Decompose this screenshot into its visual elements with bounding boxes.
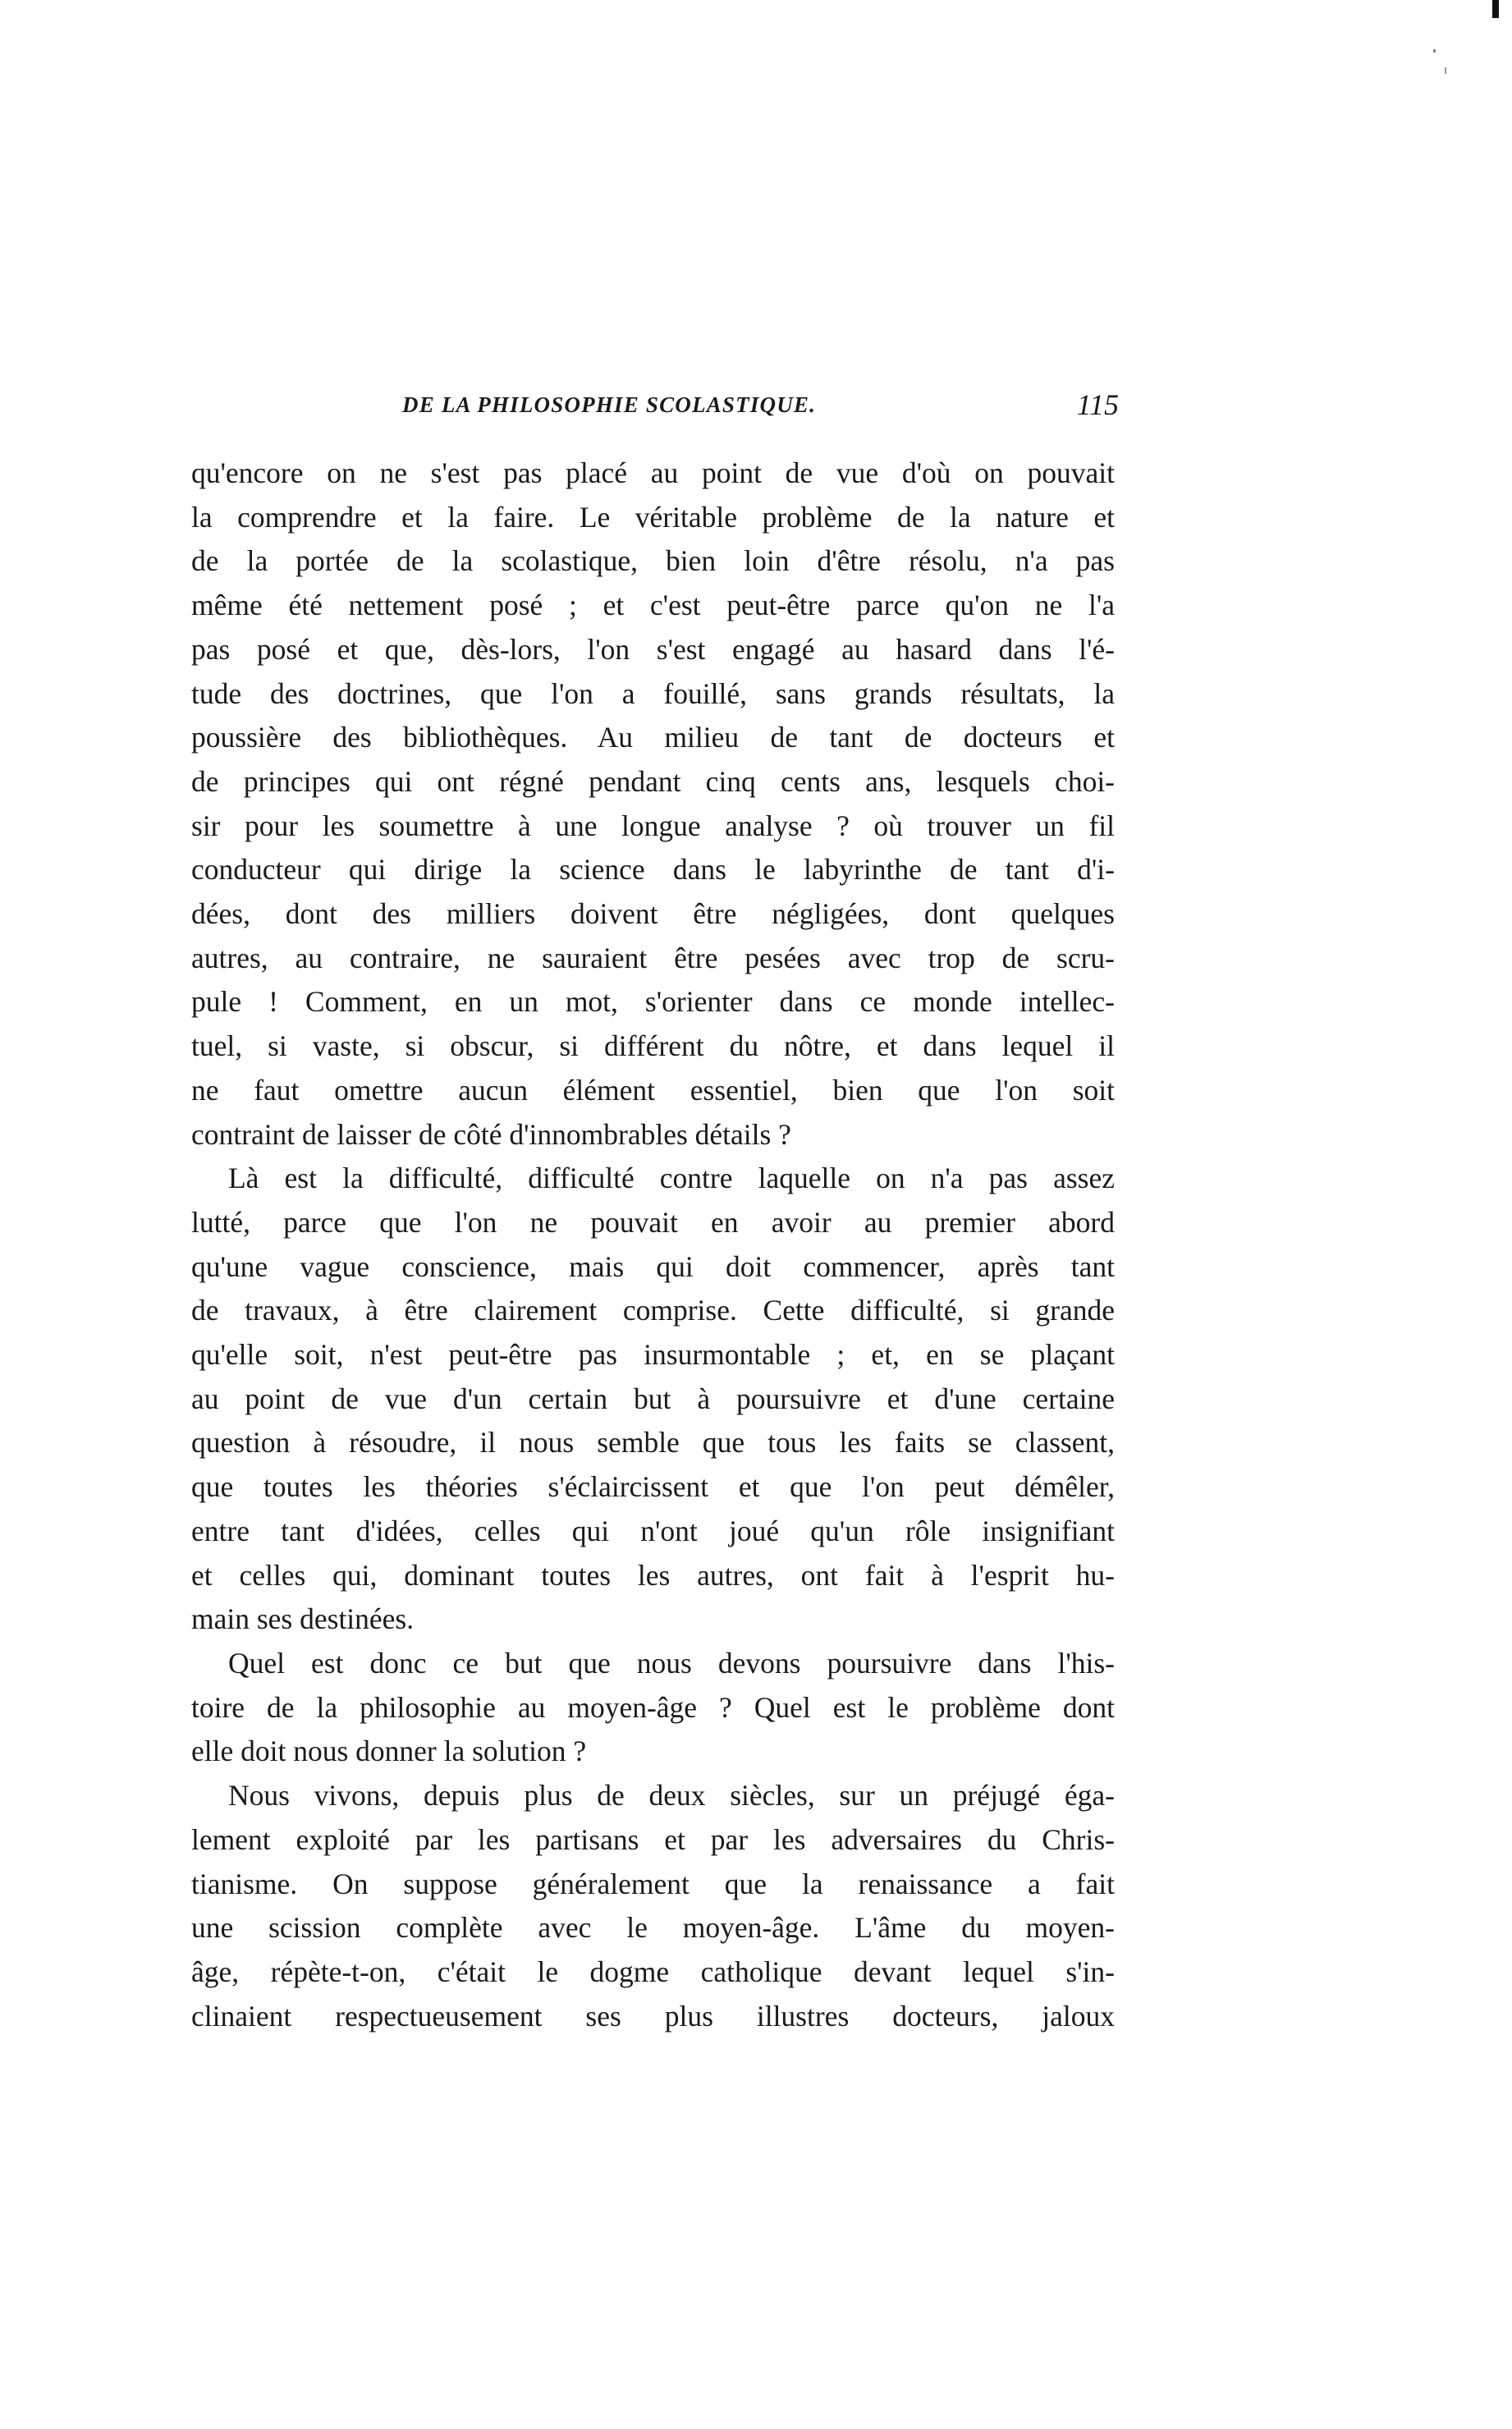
text-line: âge, répète-t-on, c'était le dogme catholique devant lequel s'in- [191,1955,1115,1988]
text-line: clinaient respectueusement ses plus illustres docteurs, jaloux [191,1999,1115,2033]
text-line: Quel est donc ce but que nous devons poursuivre dans l'his- [228,1646,1115,1680]
text-line: la comprendre et la faire. Le véritable problème de la nature et [191,500,1115,534]
text-line: lutté, parce que l'on ne pouvait en avoir au premier abord [191,1205,1115,1239]
text-line: toire de la philosophie au moyen-âge ? Quel est le problème dont [191,1690,1115,1724]
text-line: tuel, si vaste, si obscur, si différent du nôtre, et dans lequel il [191,1029,1115,1063]
text-line: pas posé et que, dès-lors, l'on s'est engagé au hasard dans l'é- [191,632,1115,666]
text-line: qu'encore on ne s'est pas placé au point de vue d'où on pouvait [191,456,1115,489]
running-title: DE LA PHILOSOPHIE SCOLASTIQUE. [402,392,817,417]
text-line: contraint de laisser de côté d'innombrables détails ? [191,1117,791,1151]
text-line: entre tant d'idées, celles qui n'ont joué qu'un rôle insignifiant [191,1514,1115,1547]
scan-corner-mark [1492,0,1499,18]
text-line: tude des doctrines, que l'on a fouillé, sans grands résultats, la [191,676,1115,710]
page-header [193,388,1119,433]
text-line: pule ! Comment, en un mot, s'orienter dans ce monde intellec- [191,985,1115,1019]
text-line: tianisme. On suppose généralement que la renaissance a fait [191,1867,1115,1900]
text-line: au point de vue d'un certain but à poursuivre et d'une certaine [191,1382,1115,1415]
text-line: qu'une vague conscience, mais qui doit commencer, après tant [191,1249,1115,1283]
text-line: de la portée de la scolastique, bien loin d'être résolu, n'a pas [191,544,1115,578]
text-line: poussière des bibliothèques. Au milieu de tant de docteurs et [191,721,1115,754]
scan-speck [1433,49,1436,53]
text-line: sir pour les soumettre à une longue analyse ? où trouver un fil [191,809,1115,842]
text-line: ne faut omettre aucun élément essentiel, bien que l'on soit [191,1073,1115,1107]
text-line: Là est la difficulté, difficulté contre laquelle on n'a pas assez [228,1162,1115,1195]
text-line: conducteur qui dirige la science dans le labyrinthe de tant d'i- [191,853,1115,887]
text-line: de principes qui ont régné pendant cinq cents ans, lesquels choi- [191,764,1115,798]
text-line: et celles qui, dominant toutes les autres, ont fait à l'esprit hu- [191,1558,1115,1592]
text-line: dées, dont des milliers doivent être négligées, dont quelques [191,897,1115,931]
text-line: main ses destinées. [191,1602,415,1636]
text-line: Nous vivons, depuis plus de deux siècles, sur un préjugé éga- [228,1779,1115,1813]
text-line: de travaux, à être clairement comprise. Cette difficulté, si grande [191,1294,1115,1327]
body-text [191,451,1115,2038]
page-number: 115 [1076,388,1119,421]
text-line: même été nettement posé ; et c'est peut-être parce qu'on ne l'a [191,589,1115,622]
text-line: question à résoudre, il nous semble que tous les faits se classent, [191,1426,1115,1460]
scan-speck [1445,67,1446,74]
text-line: que toutes les théories s'éclaircissent et que l'on peut démêler, [191,1470,1115,1504]
text-line: autres, au contraire, ne sauraient être pesées avec trop de scru- [191,941,1115,974]
text-line: une scission complète avec le moyen-âge. L'âme du moyen- [191,1911,1115,1945]
text-line: lement exploité par les partisans et par les adversaires du Chris- [191,1822,1115,1856]
text-line: elle doit nous donner la solution ? [191,1735,587,1768]
text-line: qu'elle soit, n'est peut-être pas insurmontable ; et, en se plaçant [191,1338,1115,1372]
